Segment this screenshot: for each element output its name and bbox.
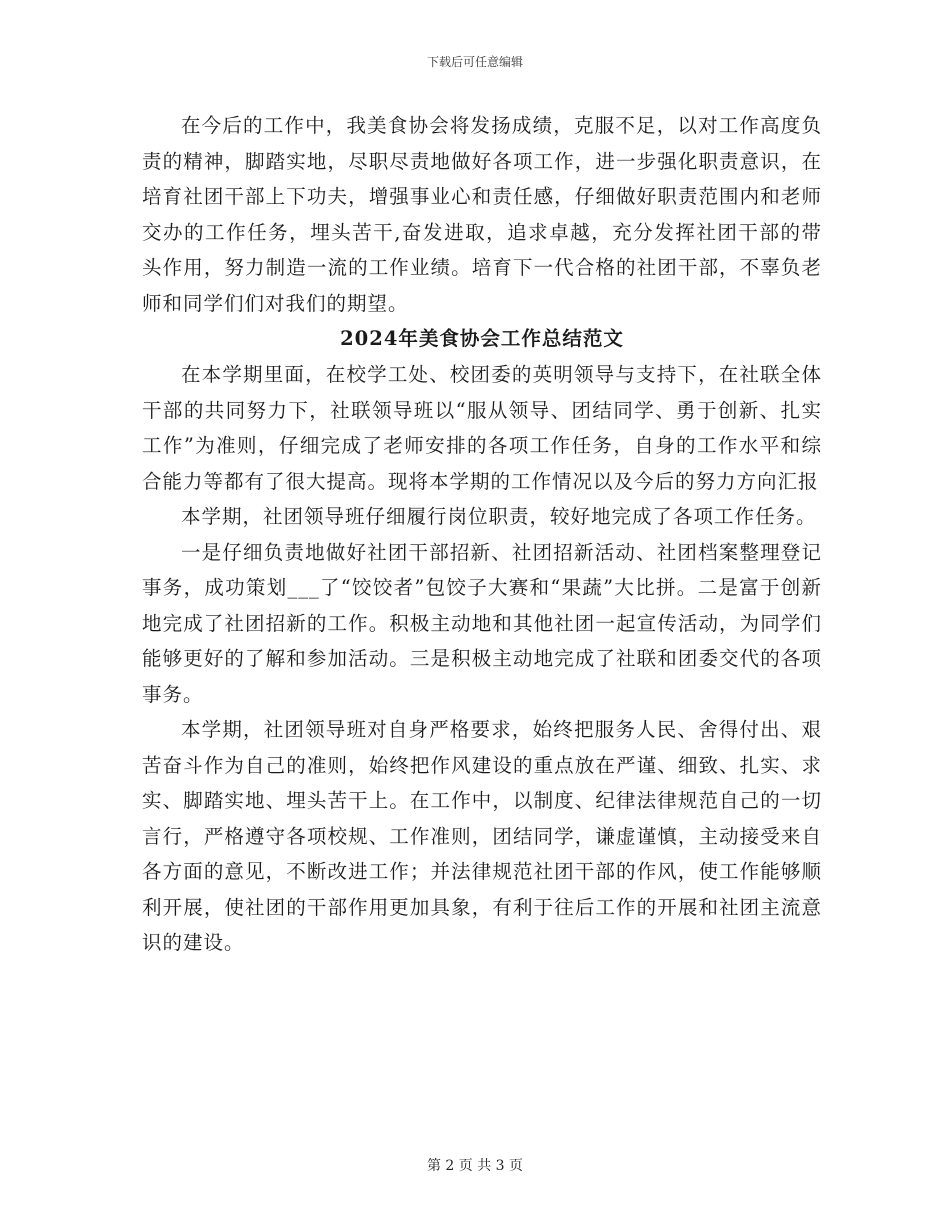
page-header: 下载后可任意编辑 [426,55,523,69]
document-body [142,108,822,961]
paragraph-duties: 本学期，社团领导班仔细履行岗位职责，较好地完成了各项工作任务。 [181,505,817,528]
paragraph-activities: 一是仔细负责地做好社团干部招新、社团招新活动、社团档案整理登记事务，成功策划___了“饺饺者”包饺子大赛和“果蔬”大比拼。二是富于创新地完成了社团招新的工作。积极主动地和其他社团一起宣传活动，为同学们能够更好的了解和参加活动。三是积极主动地完成了社联和团委交代的各项事务。 [142,540,822,706]
document-title: 2024年美食协会工作总结范文 [340,327,624,350]
paragraph-conduct: 本学期，社团领导班对自身严格要求，始终把服务人民、舍得付出、艰苦奋斗作为自己的准则，始终把作风建设的重点放在严谨、细致、扎实、求实、脚踏实地、埋头苦干上。在工作中，以制度、纪律法律规范自己的一切言行，严格遵守各项校规、工作准则，团结同学，谦虚谨慎，主动接受来自各方面的意见，不断改进工作；并法律规范社团干部的作风，使工作能够顺利开展，使社团的干部作用更加具象，有利于往后工作的开展和社团主流意识的建设。 [142,718,822,954]
paragraph-summary-outlook: 在今后的工作中，我美食协会将发扬成绩，克服不足，以对工作高度负责的精神，脚踏实地，尽职尽责地做好各项工作，进一步强化职责意识，在培育社团干部上下功夫，增强事业心和责任感，仔细做好职责范围内和老师交办的工作任务，埋头苦干,奋发进取，追求卓越，充分发挥社团干部的带头作用，努力制造一流的工作业绩。培育下一代合格的社团干部，不辜负老师和同学们们对我们的期望。 [142,114,822,315]
page-footer: 第 2 页 共 3 页 [426,1158,524,1174]
paragraph-intro: 在本学期里面，在校学工处、校团委的英明领导与支持下，在社联全体干部的共同努力下，社联领导班以“服从领导、团结同学、勇于创新、扎实工作”为准则，仔细完成了老师安排的各项工作任务，自身的工作水平和综合能力等都有了很大提高。现将本学期的工作情况以及今后的努力方向汇报 [142,363,822,493]
